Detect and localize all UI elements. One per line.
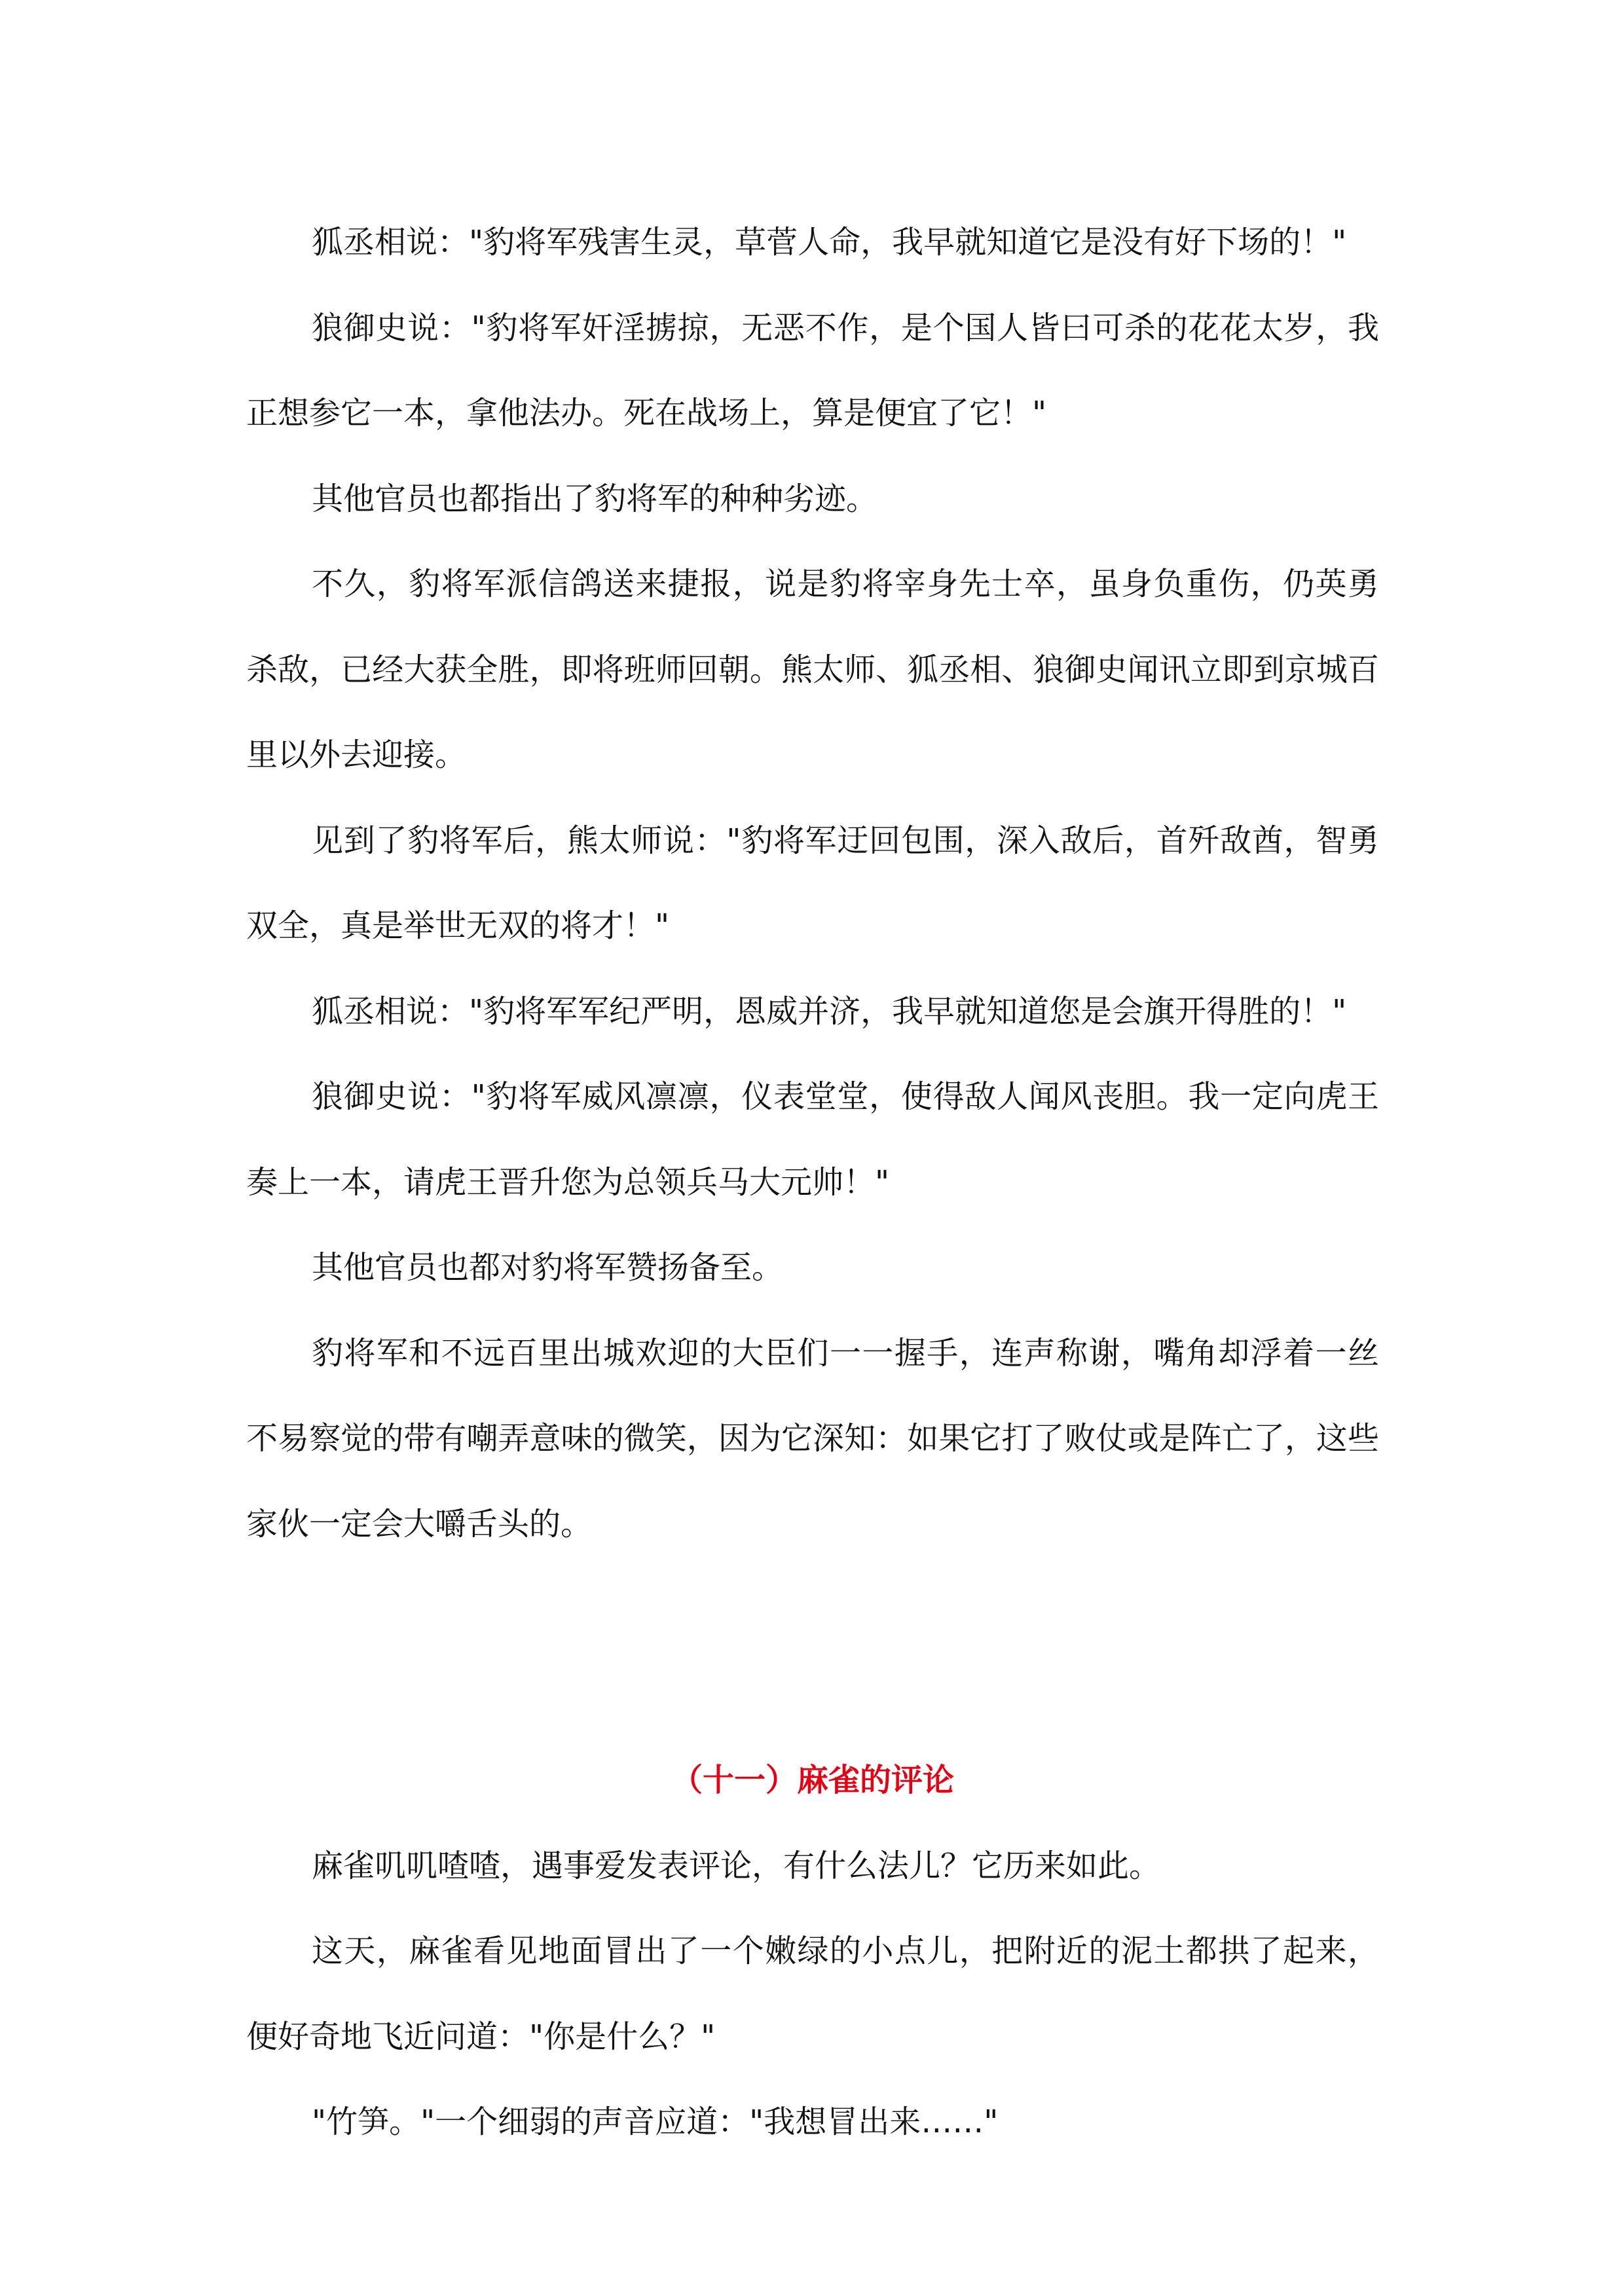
document-body (246, 200, 1379, 2165)
paragraph: 豹将军和不远百里出城欢迎的大臣们一一握手，连声称谢，嘴角却浮着一丝不易察觉的带有嘲弄意味的微笑，因为它深知：如果它打了败仗或是阵亡了，这些家伙一定会大嚼舌头的。 (246, 1334, 1379, 1542)
section-spacer (246, 1567, 1379, 1738)
paragraph: 其他官员也都对豹将军赞扬备至。 (312, 1249, 784, 1286)
paragraph: "竹笋。"一个细弱的声音应道："我想冒出来……" (312, 2104, 999, 2140)
paragraph: 这天，麻雀看见地面冒出了一个嫩绿的小点儿，把附近的泥土都拱了起来，便好奇地飞近问道："你是什么？" (246, 1933, 1379, 2055)
paragraph: 狼御史说："豹将军威风凛凛，仪表堂堂，使得敌人闻风丧胆。我一定向虎王奏上一本，请虎王晋升您为总领兵马大元帅！" (246, 1078, 1379, 1201)
paragraph: 狼御史说："豹将军奸淫掳掠，无恶不作，是个国人皆曰可杀的花花太岁，我正想参它一本，拿他法办。死在战场上，算是便宜了它！" (246, 309, 1379, 431)
paragraph: 狐丞相说："豹将军残害生灵，草菅人命，我早就知道它是没有好下场的！" (312, 224, 1347, 261)
section-title: （十一）麻雀的评论 (671, 1762, 954, 1798)
paragraph: 其他官员也都指出了豹将军的种种劣迹。 (312, 480, 878, 517)
paragraph: 不久，豹将军派信鸽送来捷报，说是豹将宰身先士卒，虽身负重伤，仍英勇杀敌，已经大获全胜，即将班师回朝。熊太师、狐丞相、狼御史闻讯立即到京城百里以外去迎接。 (246, 566, 1379, 773)
paragraph: 见到了豹将军后，熊太师说："豹将军迂回包围，深入敌后，首歼敌酋，智勇双全，真是举世无双的将才！" (246, 822, 1379, 944)
paragraph: 麻雀叽叽喳喳，遇事爱发表评论，有什么法儿？它历来如此。 (312, 1847, 1161, 1884)
paragraph: 狐丞相说："豹将军军纪严明，恩威并济，我早就知道您是会旗开得胜的！" (312, 993, 1347, 1030)
